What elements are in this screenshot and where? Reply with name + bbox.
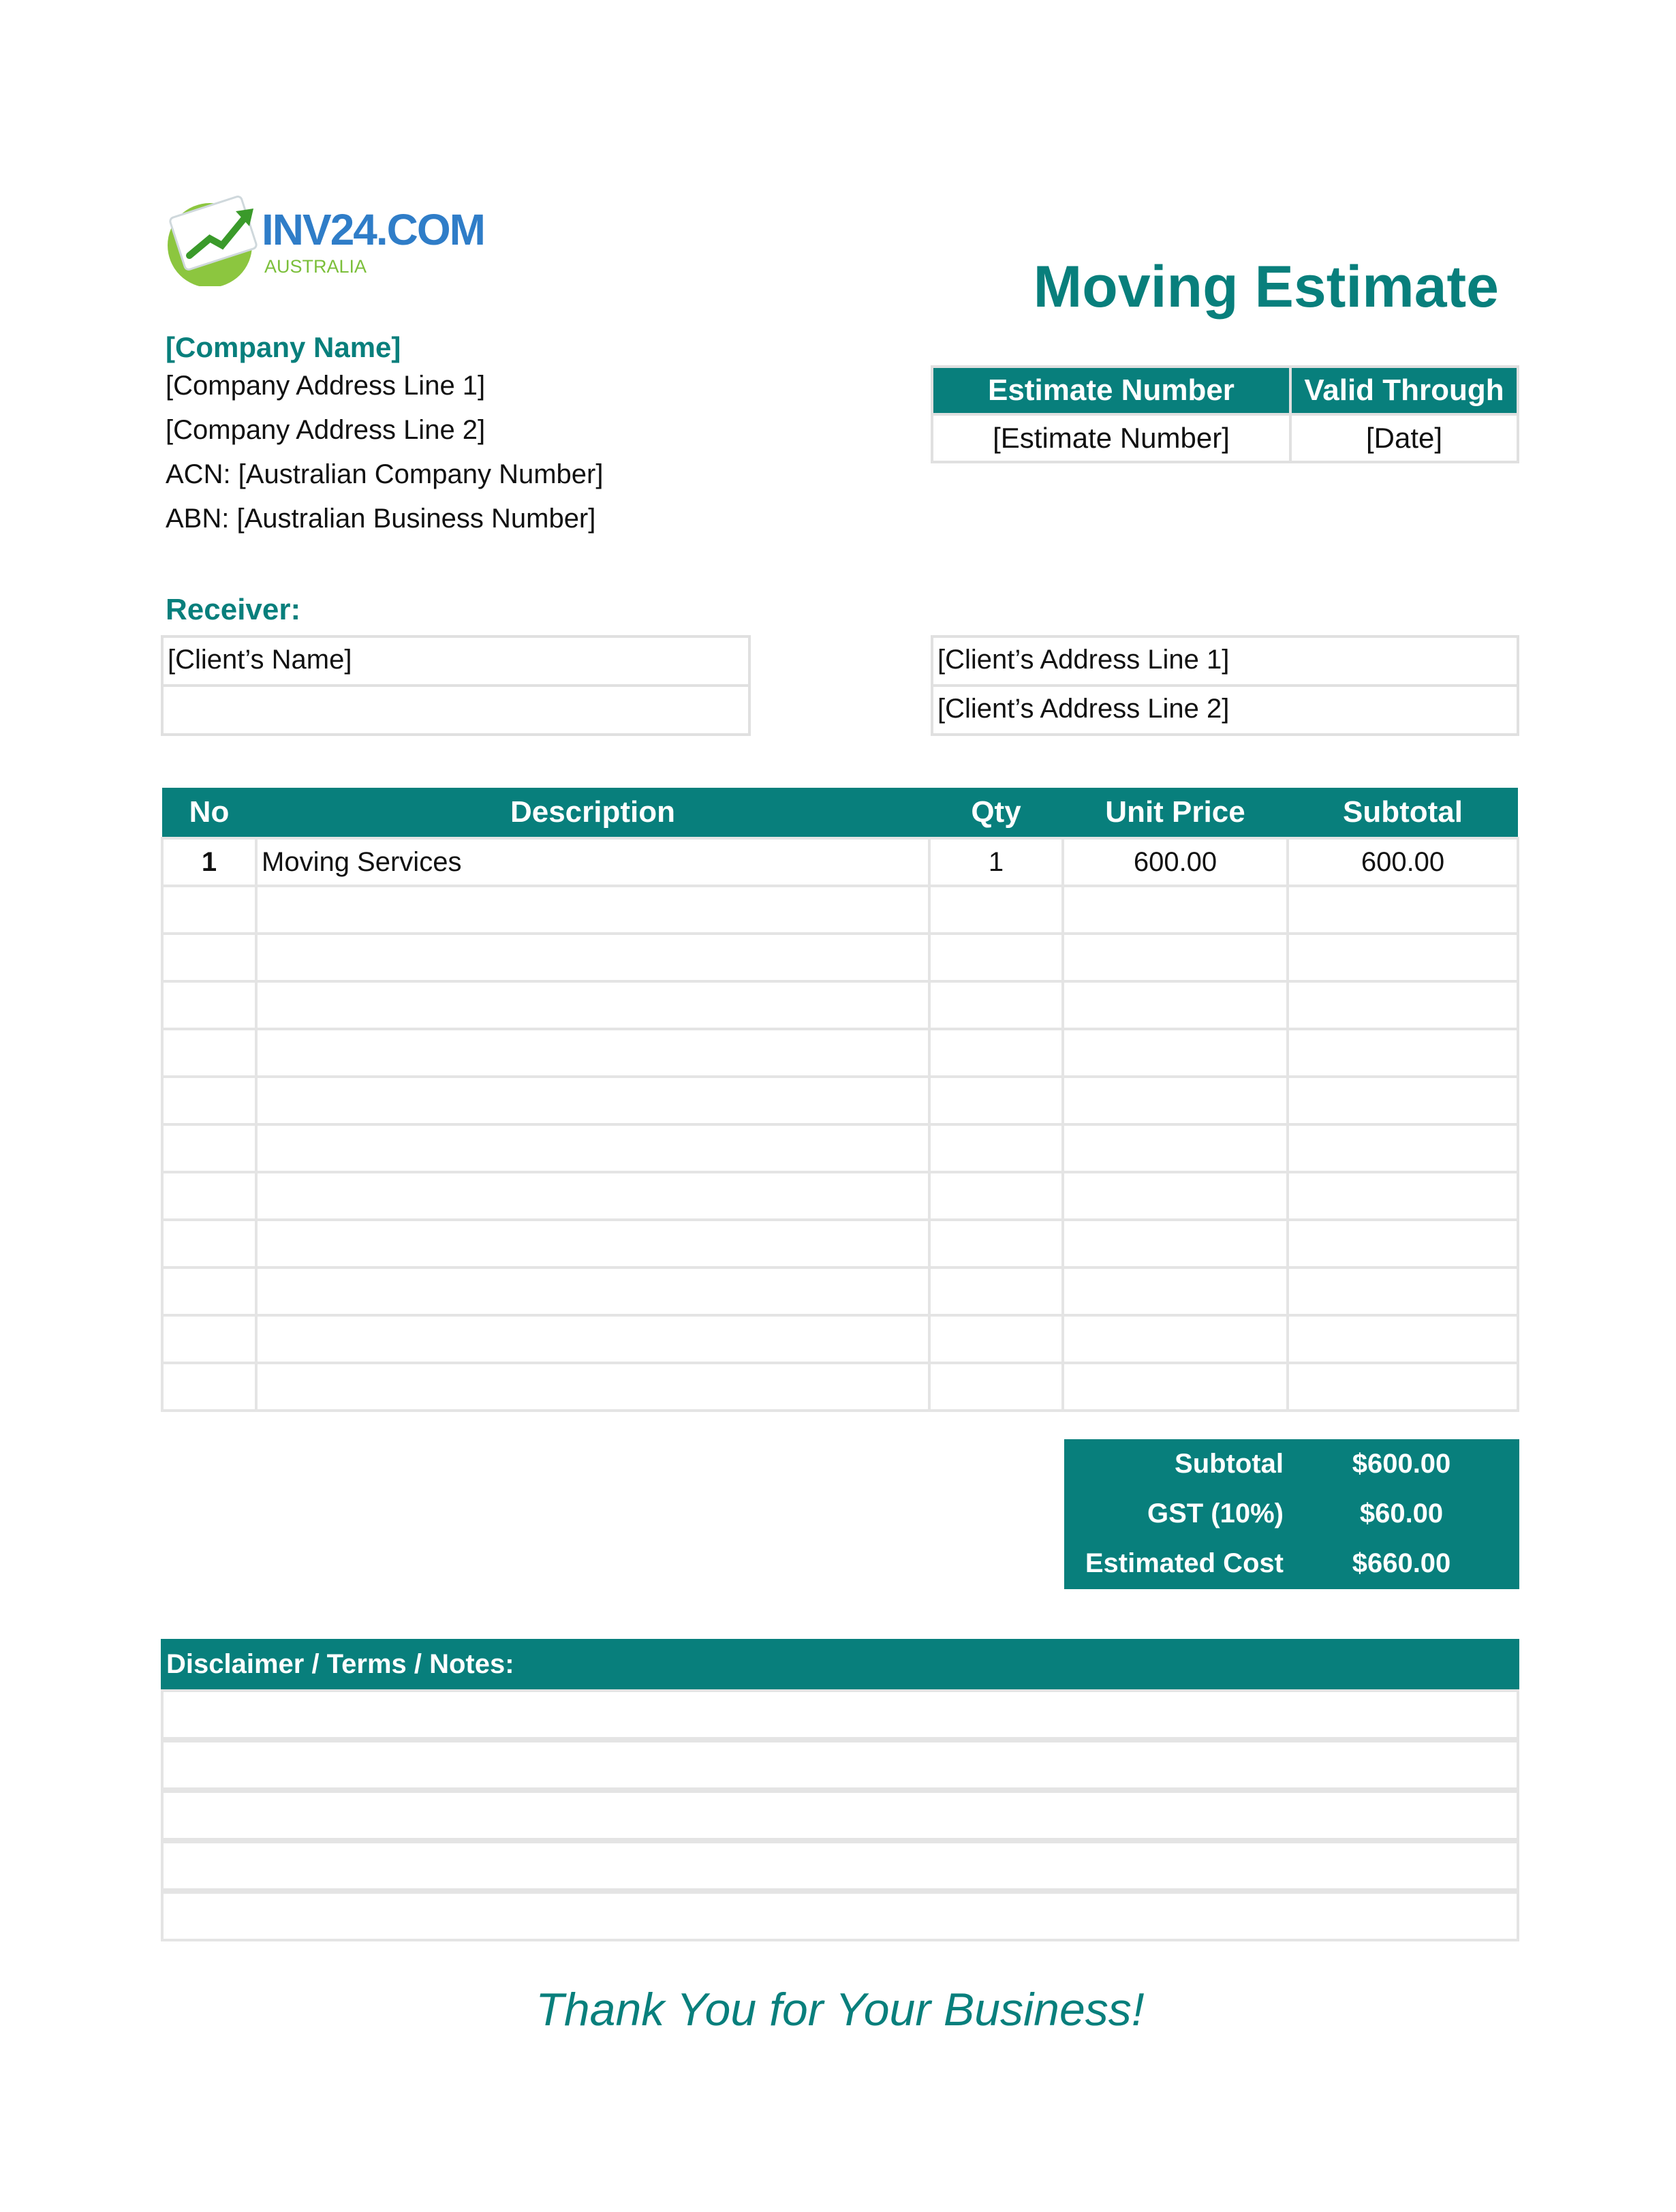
items-table — [161, 788, 1519, 1412]
thank-you-message: Thank You for Your Business! — [536, 1984, 1145, 2036]
item-description[interactable] — [256, 1315, 929, 1363]
item-subtotal[interactable] — [1288, 1077, 1518, 1124]
item-description[interactable] — [256, 981, 929, 1029]
client-address-line-2-field[interactable]: [Client’s Address Line 2] — [931, 684, 1519, 736]
table-row — [162, 1029, 1518, 1077]
table-row — [162, 1220, 1518, 1268]
estimated-cost-label: Estimated Cost — [1085, 1548, 1284, 1578]
col-header-no: No — [162, 788, 256, 838]
notes-line[interactable] — [161, 1891, 1519, 1941]
notes-line[interactable] — [161, 1740, 1519, 1790]
table-row — [162, 1124, 1518, 1172]
item-unit-price[interactable] — [1063, 981, 1288, 1029]
gst-label: GST (10%) — [1147, 1499, 1284, 1529]
item-unit-price[interactable] — [1063, 934, 1288, 981]
item-subtotal[interactable]: 600.00 — [1288, 838, 1518, 886]
gst-row — [1064, 1489, 1519, 1539]
item-unit-price[interactable] — [1063, 1124, 1288, 1172]
client-name-field[interactable]: [Client’s Name] — [161, 635, 751, 687]
company-address-line-2: [Company Address Line 2] — [166, 415, 486, 445]
item-no[interactable] — [162, 934, 256, 981]
item-no[interactable] — [162, 1363, 256, 1411]
notes-line[interactable] — [161, 1790, 1519, 1841]
table-row — [162, 886, 1518, 934]
item-unit-price[interactable] — [1063, 1029, 1288, 1077]
item-no[interactable] — [162, 886, 256, 934]
client-name-extra-field[interactable] — [161, 684, 751, 736]
item-qty[interactable] — [929, 1124, 1063, 1172]
notes-line[interactable] — [161, 1689, 1519, 1740]
logo-subtitle: AUSTRALIA — [264, 256, 367, 277]
table-row — [162, 1077, 1518, 1124]
item-qty[interactable] — [929, 1077, 1063, 1124]
item-description[interactable] — [256, 886, 929, 934]
item-qty[interactable] — [929, 1172, 1063, 1220]
item-subtotal[interactable] — [1288, 981, 1518, 1029]
item-no[interactable] — [162, 1172, 256, 1220]
company-acn: ACN: [Australian Company Number] — [166, 459, 604, 489]
item-unit-price[interactable] — [1063, 1220, 1288, 1268]
valid-through-value[interactable]: [Date] — [1290, 414, 1518, 462]
item-unit-price[interactable] — [1063, 886, 1288, 934]
item-qty[interactable] — [929, 934, 1063, 981]
logo-wordmark: INV24.COM — [262, 205, 484, 254]
item-unit-price[interactable] — [1063, 1268, 1288, 1315]
item-description[interactable] — [256, 1124, 929, 1172]
subtotal-label: Subtotal — [1175, 1449, 1284, 1479]
company-abn: ABN: [Australian Business Number] — [166, 504, 596, 534]
item-no[interactable]: 1 — [162, 838, 256, 886]
estimate-number-value[interactable]: [Estimate Number] — [932, 414, 1290, 462]
col-header-unit-price: Unit Price — [1063, 788, 1288, 838]
company-address-line-1: [Company Address Line 1] — [166, 371, 486, 401]
item-qty[interactable] — [929, 1268, 1063, 1315]
item-description[interactable] — [256, 934, 929, 981]
notes-header: Disclaimer / Terms / Notes: — [161, 1639, 1519, 1689]
item-qty[interactable] — [929, 1363, 1063, 1411]
item-description[interactable] — [256, 1077, 929, 1124]
table-row — [162, 838, 1518, 886]
item-description[interactable] — [256, 1029, 929, 1077]
table-row — [162, 934, 1518, 981]
item-no[interactable] — [162, 1077, 256, 1124]
item-qty[interactable] — [929, 981, 1063, 1029]
item-unit-price[interactable] — [1063, 1315, 1288, 1363]
table-row — [162, 981, 1518, 1029]
estimated-cost-value: $660.00 — [1352, 1548, 1451, 1578]
estimate-info-table — [931, 365, 1519, 455]
col-header-description: Description — [256, 788, 929, 838]
item-qty[interactable] — [929, 886, 1063, 934]
item-subtotal[interactable] — [1288, 1268, 1518, 1315]
gst-value: $60.00 — [1359, 1499, 1444, 1529]
item-description[interactable]: Moving Services — [256, 838, 929, 886]
item-qty[interactable]: 1 — [929, 838, 1063, 886]
item-no[interactable] — [162, 981, 256, 1029]
item-subtotal[interactable] — [1288, 1172, 1518, 1220]
col-header-qty: Qty — [929, 788, 1063, 838]
table-row — [162, 1172, 1518, 1220]
subtotal-row — [1064, 1439, 1519, 1489]
item-description[interactable] — [256, 1268, 929, 1315]
item-no[interactable] — [162, 1315, 256, 1363]
item-subtotal[interactable] — [1288, 934, 1518, 981]
subtotal-value: $600.00 — [1352, 1449, 1451, 1479]
item-qty[interactable] — [929, 1220, 1063, 1268]
item-qty[interactable] — [929, 1315, 1063, 1363]
receiver-label: Receiver: — [166, 593, 301, 626]
item-description[interactable] — [256, 1363, 929, 1411]
item-unit-price[interactable] — [1063, 1172, 1288, 1220]
item-subtotal[interactable] — [1288, 1124, 1518, 1172]
item-subtotal[interactable] — [1288, 1029, 1518, 1077]
client-address-line-1-field[interactable]: [Client’s Address Line 1] — [931, 635, 1519, 687]
item-subtotal[interactable] — [1288, 886, 1518, 934]
valid-through-header: Valid Through — [1290, 367, 1518, 414]
company-name: [Company Name] — [166, 331, 401, 363]
table-row — [162, 1268, 1518, 1315]
item-unit-price[interactable] — [1063, 1363, 1288, 1411]
item-subtotal[interactable] — [1288, 1363, 1518, 1411]
item-qty[interactable] — [929, 1029, 1063, 1077]
estimate-number-header: Estimate Number — [932, 367, 1290, 414]
item-unit-price[interactable]: 600.00 — [1063, 838, 1288, 886]
item-description[interactable] — [256, 1172, 929, 1220]
document-title: Moving Estimate — [1033, 254, 1499, 320]
totals-box — [1064, 1439, 1519, 1589]
item-subtotal[interactable] — [1288, 1315, 1518, 1363]
col-header-subtotal: Subtotal — [1288, 788, 1518, 838]
item-no[interactable] — [162, 1268, 256, 1315]
table-row — [162, 1315, 1518, 1363]
item-no[interactable] — [162, 1124, 256, 1172]
table-row — [162, 1363, 1518, 1411]
item-no[interactable] — [162, 1220, 256, 1268]
logo-icon — [162, 191, 264, 286]
estimated-cost-row — [1064, 1539, 1519, 1588]
item-description[interactable] — [256, 1220, 929, 1268]
item-no[interactable] — [162, 1029, 256, 1077]
item-unit-price[interactable] — [1063, 1077, 1288, 1124]
item-subtotal[interactable] — [1288, 1220, 1518, 1268]
notes-line[interactable] — [161, 1841, 1519, 1891]
